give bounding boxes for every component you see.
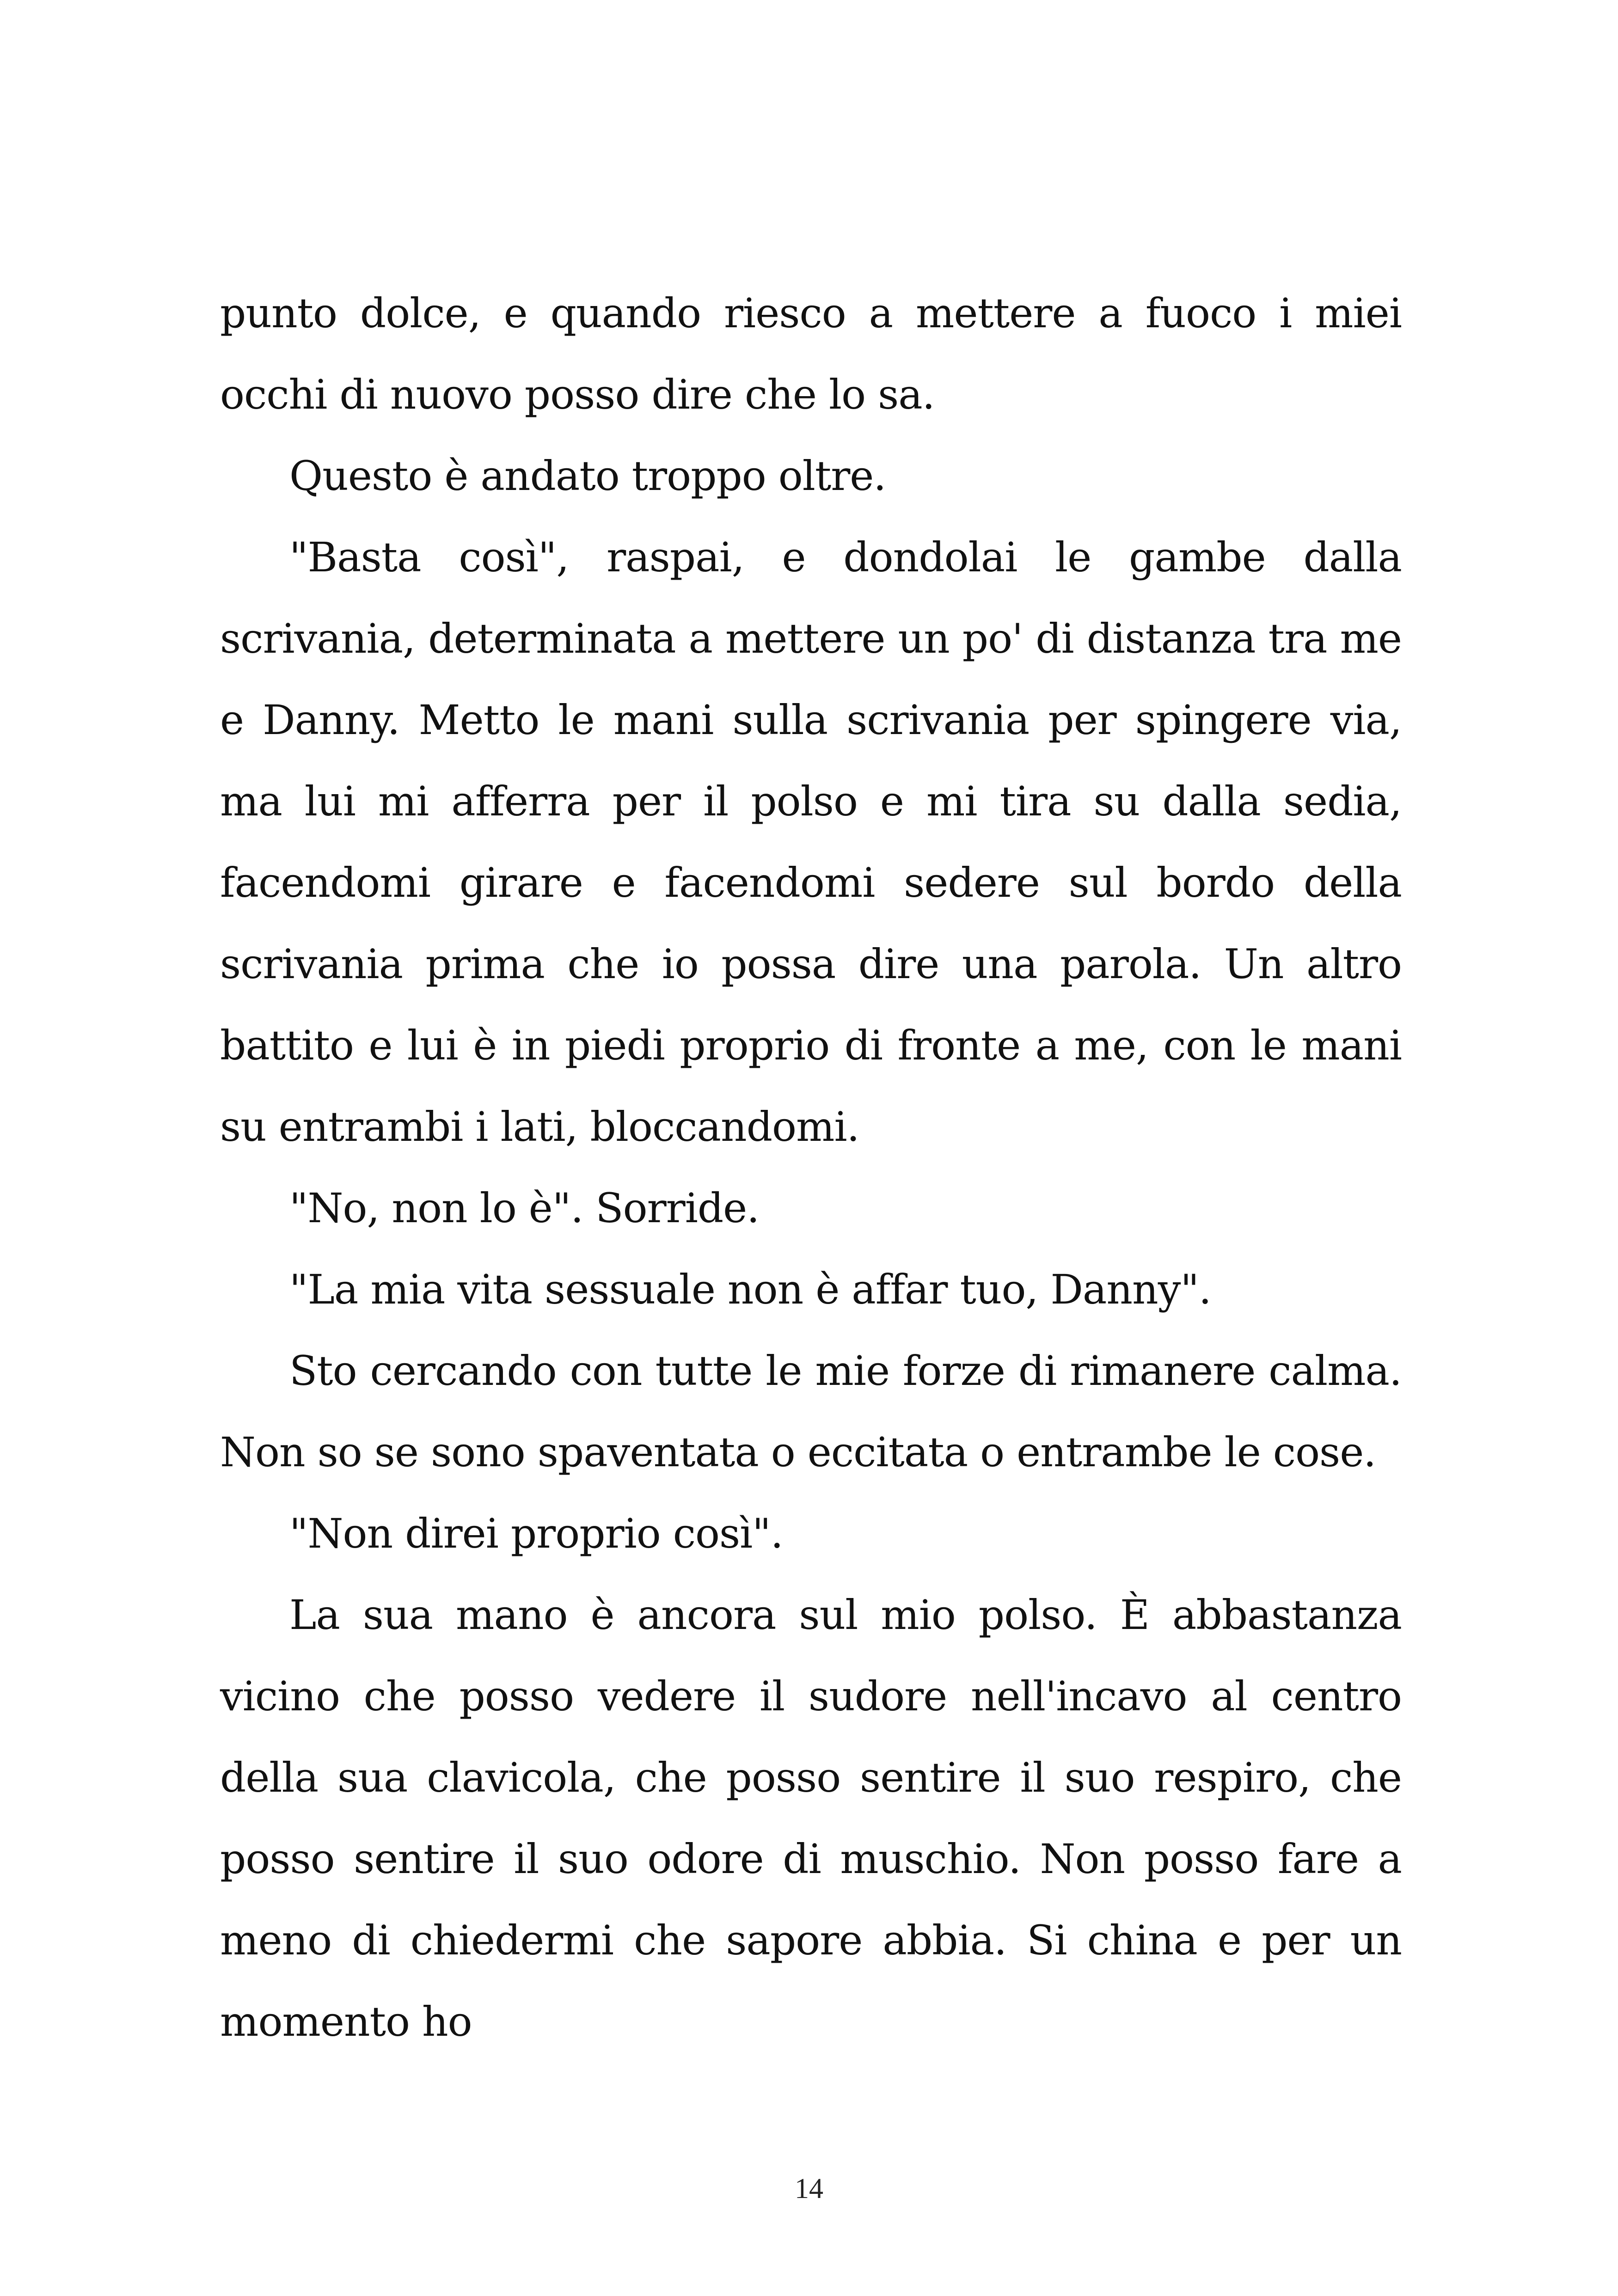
paragraph-8: La sua mano è ancora sul mio polso. È abbastanza vicino che posso vedere il sudore nell'incavo al centro della sua clavicola, che posso sentire il suo respiro, che posso sentire il suo odore di muschio. Non posso fare a meno di chiedermi che sapore abbia. Si china e per un momento ho [220, 1591, 1402, 2045]
page-number: 14 [795, 2173, 823, 2204]
paragraph-5: "La mia vita sessuale non è affar tuo, Danny". [289, 1266, 1211, 1313]
paragraph-3: "Basta così", raspai, e dondolai le gambe dalla scrivania, determinata a mettere un po' di distanza tra me e Danny. Metto le mani sulla scrivania per spingere via, ma lui mi afferra per il polso e mi tira su dalla sedia, facendomi girare e facendomi sedere sul bordo della scrivania prima che io possa dire una parola. Un altro battito e lui è in piedi proprio di fronte a me, con le mani su entrambi i lati, bloccandomi. [220, 533, 1402, 1151]
paragraph-6: Sto cercando con tutte le mie forze di rimanere calma. Non so se sono spaventata o eccitata o entrambe le cose. [220, 1347, 1402, 1476]
paragraph-2: Questo è andato troppo oltre. [289, 452, 886, 500]
paragraph-7: "Non direi proprio così". [289, 1510, 783, 1557]
paragraph-4: "No, non lo è". Sorride. [289, 1184, 760, 1232]
paragraph-1: punto dolce, e quando riesco a mettere a fuoco i miei occhi di nuovo posso dire che lo sa. [220, 289, 1402, 418]
body-text [220, 273, 1402, 2063]
